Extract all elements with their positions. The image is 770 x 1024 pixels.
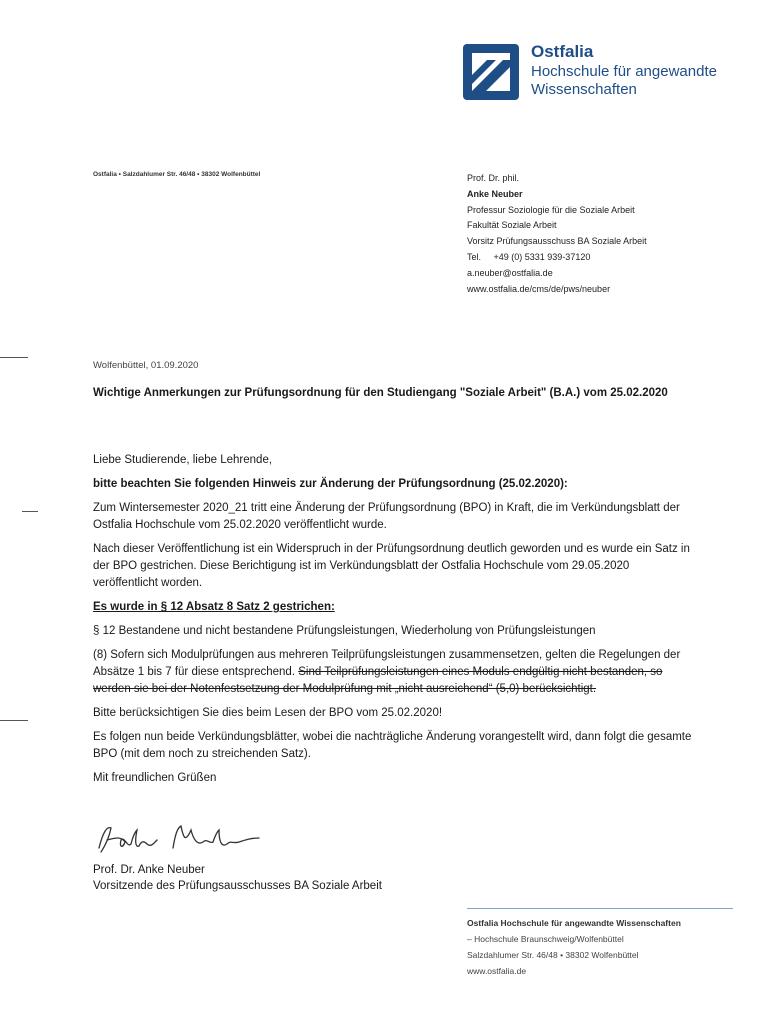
fold-mark-top — [0, 357, 28, 358]
footer-block — [467, 908, 733, 979]
logo-name: Ostfalia — [531, 42, 594, 61]
fold-mark-punch — [22, 511, 38, 512]
letter-subject: Wichtige Anmerkungen zur Prüfungsordnung für den Studiengang "Soziale Arbeit" (B.A.) vom 25.02.2020 — [93, 387, 668, 399]
contact-title: Prof. Dr. phil. — [467, 173, 520, 183]
contact-committee: Vorsitz Prüfungsausschuss BA Soziale Arbeit — [467, 236, 647, 247]
paragraph-4: Es folgen nun beide Verkündungsblätter, wobei die nachträgliche Änderung vorangestellt wird, dann folgt die gesamte BPO (mit dem noch zu streichenden Satz). — [93, 731, 692, 760]
footer-website[interactable]: www.ostfalia.de — [467, 966, 527, 976]
greeting: Liebe Studierende, liebe Lehrende, — [93, 454, 273, 466]
handwritten-signature — [93, 818, 263, 860]
notice-heading: bitte beachten Sie folgenden Hinweis zur Änderung der Prüfungsordnung (25.02.2020): — [93, 478, 568, 490]
section-title: § 12 Bestandene und nicht bestandene Prüfungsleistungen, Wiederholung von Prüfungsleistungen — [93, 625, 596, 637]
logo-line-1: Hochschule für angewandte — [531, 63, 717, 80]
contact-block — [467, 171, 647, 297]
logo-line-2: Wissenschaften — [531, 81, 637, 98]
regards: Mit freundlichen Grüßen — [93, 772, 217, 784]
letter-body — [93, 452, 693, 794]
paragraph-2: Nach dieser Veröffentlichung ist ein Widerspruch in der Prüfungsordnung deutlich geworden und es wurde ein Satz in der BPO gestrichen. Diese Berichtigung ist im Verkündungsblatt der Ostfalia Hochschule vom 29.05.2020 veröffentlicht worden. — [93, 543, 690, 589]
footer-org: Ostfalia Hochschule für angewandte Wissenschaften — [467, 918, 681, 928]
contact-website[interactable]: www.ostfalia.de/cms/de/pws/neuber — [467, 283, 611, 294]
footer-line-2: Salzdahlumer Str. 46/48 • 38302 Wolfenbüttel — [467, 950, 639, 960]
closing-block — [93, 862, 382, 894]
contact-email[interactable]: a.neuber@ostfalia.de — [467, 267, 553, 278]
paragraph-8 — [93, 647, 693, 698]
contact-phone: Tel. +49 (0) 5331 939-37120 — [467, 251, 591, 262]
ostfalia-logo-icon — [463, 44, 519, 100]
fold-mark-bottom — [0, 720, 28, 721]
paragraph-8-kept: (8) Sofern sich Modulprüfungen aus mehreren Teilprüfungsleistungen zusammensetzen, gelten die Regelungen der Absätze 1 bis 7 für diese entsprechend. — [93, 649, 681, 678]
letter-date: Wolfenbüttel, 01.09.2020 — [93, 360, 199, 371]
sender-address-line: Ostfalia • Salzdahlumer Str. 46/48 • 38302 Wolfenbüttel — [93, 171, 261, 178]
contact-faculty: Fakultät Soziale Arbeit — [467, 220, 557, 231]
paragraph-3: Bitte berücksichtigen Sie dies beim Lesen der BPO vom 25.02.2020! — [93, 707, 443, 719]
paragraph-1: Zum Wintersemester 2020_21 tritt eine Änderung der Prüfungsordnung (BPO) in Kraft, die im Verkündungsblatt der Ostfalia Hochschule vom 25.02.2020 veröffentlicht wurde. — [93, 502, 680, 531]
paragraph-8-struck: Sind Teilprüfungsleistungen eines Moduls endgültig nicht bestanden, so werden sie bei der Notenfestsetzung der Modulprüfung mit „nicht ausreichend“ (5,0) berücksichtigt. — [93, 666, 663, 695]
closing-role: Vorsitzende des Prüfungsausschusses BA Soziale Arbeit — [93, 880, 382, 892]
removed-clause-heading: Es wurde in § 12 Absatz 8 Satz 2 gestrichen: — [93, 601, 335, 613]
closing-name: Prof. Dr. Anke Neuber — [93, 864, 205, 876]
contact-name: Anke Neuber — [467, 188, 523, 199]
ostfalia-logo — [463, 42, 733, 102]
footer-line-1: – Hochschule Braunschweig/Wolfenbüttel — [467, 934, 624, 944]
contact-role: Professur Soziologie für die Soziale Arbeit — [467, 204, 635, 215]
